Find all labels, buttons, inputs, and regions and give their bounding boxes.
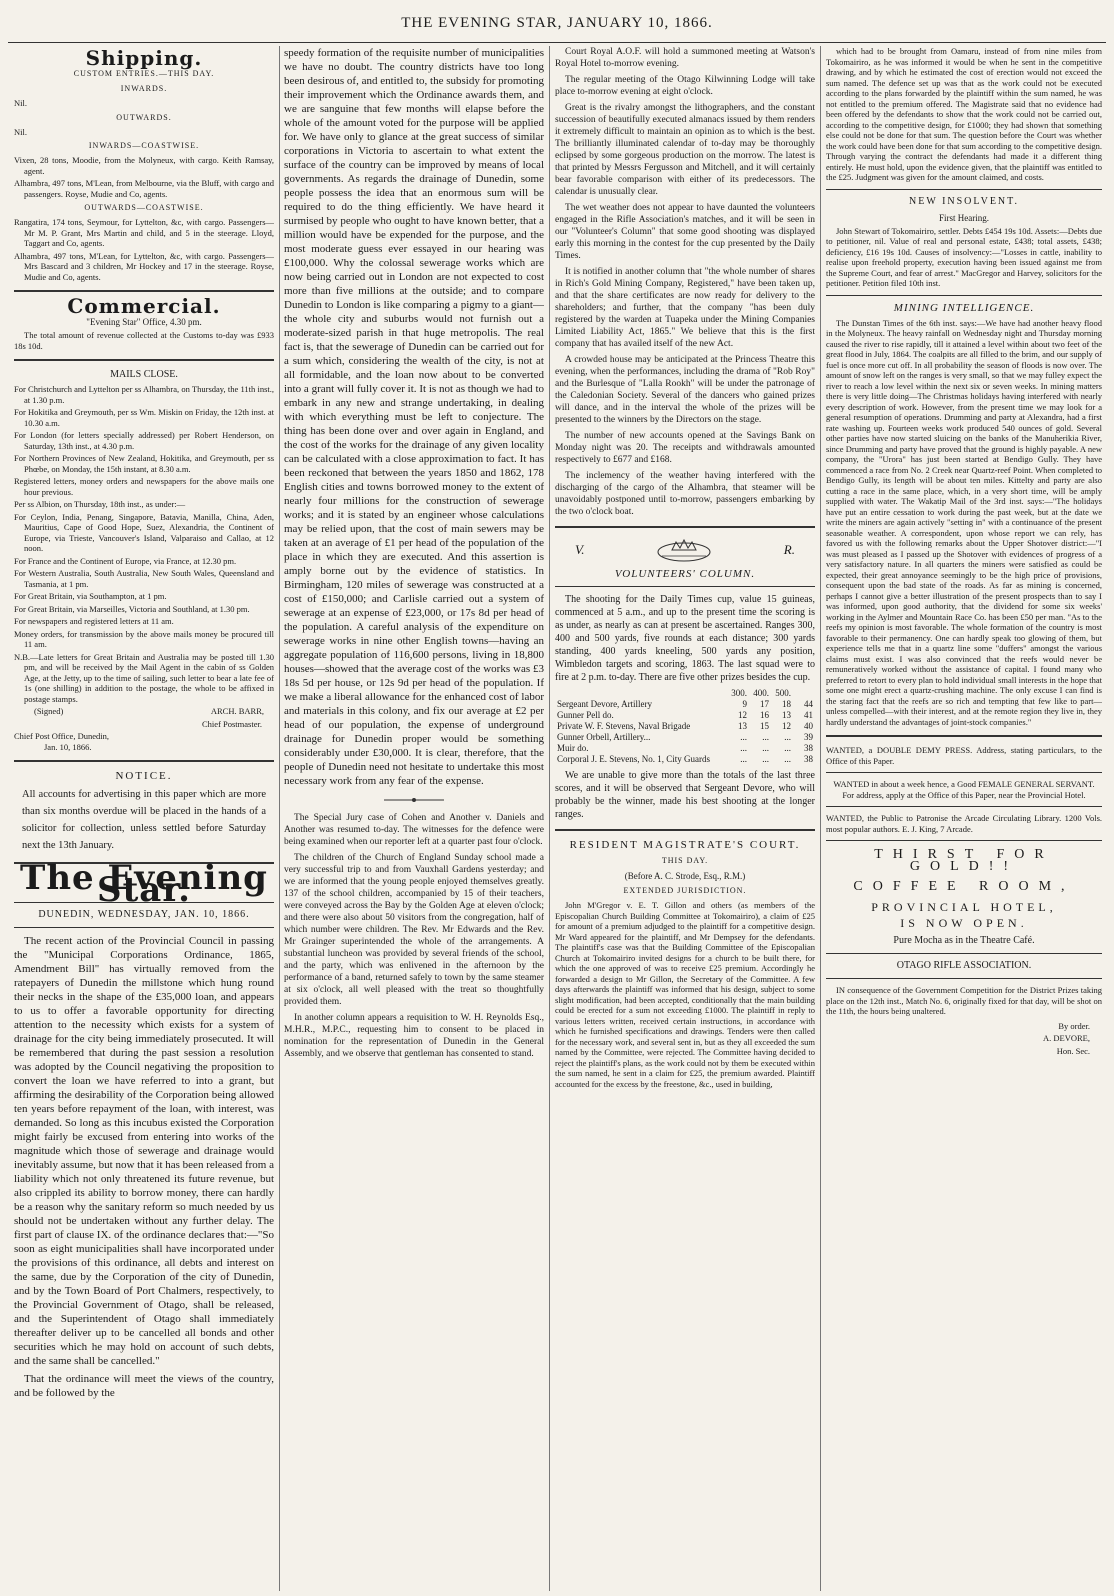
court-text: John M'Gregor v. E. T. Gillon and others (as members of the Episcopalian Church Building Committee at Tokomairiro), a claim of £25 for amount of a premium adjudged to the plaintiff for a competitive design. Mr Ward appeared for the plaintiff, and Mr Dempsey for the defendants. The plaintiff's case was that the Building Committee of the Episcopalian Church at Tokomairiro invited designs for a church to be built there, for which the one approved of was to receive £25 premium. Accordingly he forwarded a design to Mr Gillon, the Secretary of the Committee. A few days afterwards the plaintiff was informed that his design, subject to some slight modification, had been accepted, conditionally that the main building could be erected for a sum not exceeding £1000. The plaintiff in reply to various letters written, received certain instructions, in accordance with which he furnished specifications and drawings. Tenders were then called for the necessary work, and several sent in, but as they all exceeded the sum named by the Committee, were rejected. The Committee having decided to reject the plaintiff's plans, as the work could not by them be executed within the sum named, he sent in a claim for £25, the premium awarded. Plaintiff accounted for the excess by the freestone, &c., used in building,: [555, 900, 815, 1089]
mining-title: MINING INTELLIGENCE.: [893, 301, 1035, 314]
outwards-heading: OUTWARDS.: [116, 112, 172, 122]
editorial-text-continued: That the ordinance will meet the views of the country, and be followed by the: [14, 1373, 274, 1399]
local-item: Great is the rivalry amongst the lithographers, and the constant succession of beautifully executed almanacs issued by them renders it extremely difficult to maintain an opinion as to which is the best. The brilliantly illuminated calendar of to-day may be thoroughly eclipsed by some gorgeous production on the morrow. The latest is that printed by Messrs Fergusson and Mitchell, and it will certainly bear favorable comparison with either of its predecessors. The calendar is unusually clear.: [555, 103, 815, 197]
mail-entry: Registered letters, money orders and newspapers for the above mails one hour previous.: [14, 476, 274, 497]
table-cell: 13: [782, 710, 791, 720]
masthead-rule: [8, 42, 1106, 43]
table-row: [555, 732, 815, 743]
shipping-entry: Alhambra, 497 tons, M'Lean, from Melbourne, via the Bluff, with cargo and passengers. Royse, Mudie and Co, agents.: [14, 178, 274, 199]
section-rule: [826, 295, 1102, 296]
ornament-icon: [384, 797, 444, 803]
table-cell: ...: [784, 743, 791, 753]
shipping-entry: Vixen, 28 tons, Moodie, from the Molyneux, with cargo. Keith Ramsay, agent.: [14, 155, 274, 176]
mail-entry: For Christchurch and Lyttelton per ss Alhambra, on Thursday, the 11th inst., at 1.30 p.m.: [14, 384, 274, 405]
rifle-signer: A. DEVORE,: [1043, 1033, 1090, 1043]
ad-thirst-title: THIRST FOR GOLD!!: [874, 847, 1054, 874]
commercial-title: Commercial.: [67, 294, 221, 318]
mail-entry: For Northern Provinces of New Zealand, Hokitika, and Greymouth, per ss Phœbe, on Monday, the 15th instant, at 8.30 a.m.: [14, 453, 274, 474]
table-cell: 39: [804, 732, 813, 742]
local-item: The wet weather does not appear to have daunted the volunteers engaged in the Rifle Association's matches, and it will be seen in our "Volunteer's Column" that some good shooting was displayed early this morning in the contest for the cup presented by the Daily Times.: [555, 203, 815, 261]
mail-entry: For France and the Continent of Europe, via France, at 12.30 pm.: [14, 555, 237, 566]
outwards-nil: Nil.: [14, 126, 27, 137]
shipping-entry: Alhambra, 497 tons, M'Lean, for Lyttelton, &c, with cargo. Passengers—Mrs Bascard and 3 children, Mr Hockey and 17 in the steerage. Royse, Mudie and Co, agents.: [14, 250, 274, 282]
local-item: Court Royal A.O.F. will hold a summoned meeting at Watson's Royal Hotel to-morrow evening.: [555, 47, 815, 69]
section-rule: [826, 978, 1102, 979]
insolvent-sub: First Hearing.: [939, 212, 989, 223]
dateline: DUNEDIN, WEDNESDAY, JAN. 10, 1866.: [38, 909, 250, 920]
local-item: The inclemency of the weather having interfered with the discharging of the cargo of the Alhambra, that steamer will be unavoidably postponed until to-morrow, passengers embarking by the two o'clock boat.: [555, 471, 815, 517]
commercial-section: [14, 294, 274, 351]
masthead: THE EVENING STAR, JANUARY 10, 1866.: [401, 15, 713, 31]
table-header: [793, 688, 815, 699]
court-title: RESIDENT MAGISTRATE'S COURT.: [569, 839, 801, 851]
local-item: In another column appears a requisition to W. H. Reynolds Esq., M.H.R., M.P.C., requesting him to consent to be placed in nomination for the representation of Dunedin in the General Assembly, and we observe that gentleman has consented to stand.: [284, 1013, 544, 1059]
table-header: 300.: [731, 688, 747, 698]
rifle-by-order: By order.: [1058, 1020, 1090, 1031]
column-4: [826, 46, 1102, 1591]
ad-mocha: Pure Mocha as in the Theatre Café.: [893, 935, 1035, 946]
editorial-text: The recent action of the Provincial Council in passing the "Municipal Corporations Ordinance, 1865, Amendment Bill" has virtually removed from the ratepayers of Dunedin the millstone which hung round their necks in the shape of the £35,000 loan, and appears to us to offer a favorable opportunity for directing attention to the necessity which exists for a system of drainage for the city being immediately prosecuted. It will be remembered that during the past session a resolution was adopted by the Council negativing the proposition to convert the loan we have referred to into a grant, but affirming the desirability of the Corporation being allowed ten years before repayment of the loan, with interest, was demanded. So long as this incubus existed the Corporation might fairly be excused from entering into works of the magnitude which those of sewerage and drainage would inevitably assume, but now that it has been released from a liability which not only threatened its future revenue, but also crippled its ability to borrow money, there can hardly be a reason why the sanitary reform so much needed by us should not be undertaken without any further delay. The first part of clause IX. of the ordinance declares that:—"So soon as eight municipalities shall have incorporated under the provisions of this ordinance, all debts and interest on the same, due by the Corporation of the city of Dunedin, and by the Town Board of Port Chalmers, respectively, to the Provincial Government of Otago, shall be released, and the Superintendent of Otago shall immediately thereafter deliver up to be cancelled all bonds and other securities which he may hold on account of such debts, and the same shall be cancelled.": [14, 935, 274, 1367]
local-item: The regular meeting of the Otago Kilwinning Lodge will take place to-morrow evening at eight o'clock.: [555, 75, 815, 97]
table-cell: Gunner Orbell, Artillery...: [557, 732, 651, 742]
local-item: The children of the Church of England Sunday school made a very successful trip to and from Vauxhall Gardens yesterday; and we are informed that the young people enjoyed themselves greatly. 137 of the school children, accompanied by 15 of their teachers, were conveyed across the Bay by the Golden Age at eleven o'clock; and there were also about 50 visitors from the congregation, half of which number were children. The Rev. Mr Edwards and the Rev. Mr Grainger superintended the whole of the arrangements. A substantial luncheon was provided by several friends of the school, and the party, which was enlivened in the afternoon by the performance of a band, returned safely to town by the same steamer at six o'clock, all well pleased with the treat so thoughtfully provided them.: [284, 853, 544, 1007]
court-before: (Before A. C. Strode, Esq., R.M.): [624, 871, 746, 881]
table-cell: 38: [804, 743, 813, 753]
mail-entry: For Great Britain, via Southampton, at 1 pm.: [14, 591, 167, 601]
table-header-row: [555, 688, 815, 699]
mail-entry: For London (for letters specially addressed) per Robert Henderson, on Saturday, 13th inst., at 4.30 p.m.: [14, 430, 274, 451]
advertisements: [826, 745, 1102, 1056]
table-cell: 40: [804, 721, 813, 731]
outwards-coastwise-heading: OUTWARDS—COASTWISE.: [84, 203, 204, 212]
mail-entry: For Western Australia, South Australia, New South Wales, Queensland and Tasmania, at 1 pm.: [14, 568, 274, 589]
table-cell: ...: [740, 754, 747, 764]
ad-wanted-library: WANTED, the Public to Patronise the Arcade Circulating Library. 1200 Vols. most popular authors. E. J. King, 7 Arcade.: [826, 813, 1102, 834]
scores-table: [555, 688, 815, 765]
shipping-section: [14, 46, 274, 282]
insolvent-title: NEW INSOLVENT.: [908, 195, 1020, 207]
commercial-text: The total amount of revenue collected at the Customs to-day was £933 18s 10d.: [14, 330, 274, 351]
notice-title: NOTICE.: [115, 770, 173, 782]
table-header: 500.: [775, 688, 791, 698]
inwards-heading: INWARDS.: [120, 84, 168, 93]
section-rule: [555, 526, 815, 528]
mail-entry: For newspapers and registered letters at 11 am.: [14, 616, 174, 626]
volunteers-outro: We are unable to give more than the totals of the last three scores, and it will be observed that Sergeant Devore, who will probably be the winner, made his best shooting at the longer ranges.: [555, 770, 815, 820]
vr-crest-row: [575, 536, 795, 564]
table-row: [555, 699, 815, 710]
insolvent-section: [826, 196, 1102, 289]
table-header: 400.: [753, 688, 769, 698]
ad-wanted-press: WANTED, a DOUBLE DEMY PRESS. Address, stating particulars, to the Office of this Paper.: [826, 745, 1102, 766]
editorial-text: speedy formation of the requisite number of municipalities we have no doubt. The country districts have too long been desirous of, and entitled to, the subsidy for promoting their improvement which the Ordinance awards them, and we are sanguine that few months will elapse before the whole of the amount voted for the purpose will be applied for. We have only to glance at the great success of similar corporations in Victoria to ascertain to what extent the surface of the country can be improved by means of local governments. As regards the drainage of Dunedin, some people possess the idea that an enormous sum will be required to do the thing efficiently. We have heard it surmised by people who ought to have known better, that a million would have be expended for the purpose, and the most moderate guess ever essayed in our hearing was £100,000. Why the colossal sewerage works which are now being carried out in London are not expected to cost more than five millions at the outside; and to compare Dunedin to London is like comparing a pigmy to a giant—the whole city and suburbs would not furnish out a moderate-sized parish in that huge metropolis. The real fact is, that the sewerage of Dunedin can be carried out for a sum which, considering the wealth of the city, is not at all formidable, and the loan now about to be converted into a grant will fully cover it. It is not as though we had to embark in any new and strange undertaking, in dealing with which everything must be left to conjecture. The thing has been done over and over again in England, and the cost of the works for the drainage of any given locality can be calculated with a close approximation to fact. It has been reckoned that between the years 1850 and 1862, 178 English cities and towns borrowed money to the extent of nearly four millions for the construction of sewerage works; and it is stated by an engineer whose calculations may be relied upon, that the cost of main sewers may be taken at an average of £1 per head of the population of the place in which they are executed. And this assertion is amply borne out by the evidence of statistics. In Birmingham, 120 miles of sewerage was constructed at a cost of £150,000; and Carlisle carried out a system of sewerage at an expense of £23,000, or 17s 8d per head of the population. A careful analysis of the expenditure on sewerage works in nine other English towns—having an aggregate population of 116,600 persons, living in 18,800 houses—showed that the average cost of the works was £3 18s 5d per house, or 12s 9d per head of the population. If we make a liberal allowance for the enhanced cost of labor and materials in this colony, and fix our average at £2 per head of our population, the expense of underground drainage for Dunedin proper would be something considerably under £30,000. It is clear, therefore, that the people of Dunedin need not hesitate to undertake this most necessary work from any fear of the expense.: [284, 47, 544, 787]
notice-text: All accounts for advertising in this paper which are more than six months overdue will be placed in the hands of a solicitor for collection, unless settled before Saturday next the 13th January.: [22, 789, 266, 851]
table-row: [555, 710, 815, 721]
mail-entry: Money orders, for transmission by the above mails money be procured till 11 am.: [14, 628, 274, 649]
mail-entry: Per ss Albion, on Thursday, 18th inst., as under:—: [14, 499, 186, 509]
rifle-title: OTAGO RIFLE ASSOCIATION.: [896, 960, 1032, 971]
signer-name: ARCH. BARR,: [210, 706, 264, 716]
post-office: Chief Post Office, Dunedin,: [14, 731, 109, 741]
signer-title: Chief Postmaster.: [202, 718, 262, 729]
mails-title: MAILS CLOSE.: [110, 369, 178, 380]
court-text-continued: which had to be brought from Oamaru, instead of from nine miles from Tokomairiro, as he was informed it would be when he sent in the competitive drawing, and by which he estimated the cost of erection would not exceed the sum named. The defence set up was that as the work could not be executed according to the plans forwarded by the plaintiff within the sum named, he was not entitled to the premium offered. The Magistrate said that no evidence had been offered by the defendants to show that the work could not be carried out, according to the competitive design, for £1000; they had shown that something else could not be done for that sum. The question before the Court was whether the work could have been done for that sum according to the competitive design. Through varying the contract the defendants had made it a different thing entirely. He must hold, upon the evidence given, that the plaintiff was entitled to the £25. Judgment was given for the amount claimed, and costs.: [826, 46, 1102, 182]
table-cell: 9: [742, 699, 747, 709]
vr-r: R.: [783, 542, 795, 557]
section-rule: [826, 806, 1102, 807]
table-cell: ...: [784, 754, 791, 764]
mails-date: Jan. 10, 1866.: [44, 741, 92, 752]
table-row: [555, 754, 815, 765]
section-rule: [555, 829, 815, 831]
mail-entry: For Hokitika and Greymouth, per ss Wm. Miskin on Friday, the 12th inst. at 10.30 a.m.: [14, 407, 274, 428]
column-3: [555, 46, 815, 1591]
table-cell: 38: [804, 754, 813, 764]
rifle-signer-title: Hon. Sec.: [1056, 1045, 1090, 1056]
table-header: [555, 688, 727, 699]
paper-title: The Evening Star.: [20, 858, 268, 910]
section-rule: [826, 735, 1102, 737]
mining-text: The Dunstan Times of the 6th inst. says:—We have had another heavy flood in the Molyneux. The heavy rainfall on Wednesday night and Thursday morning caused the river to rise rapidly, till it attained a level within about two feet of the great flood in July, 1864. The coalpits are all filled to the brim, and our supply of fuel is once more cut off. In all probability the season of floods is now over. The amount of snow left on the ranges is very small, so that we may fulley expect the river to reach a low level within the next six or seven weeks. In mining matters there is very little doing—The Christmas holidays having interfered with nearly every description of work. However, from the present time we may look for a general resumption of operations. Drumming and party at Alexandra, had a first rate washing up. Fourteen weeks work produced 540 ounces of gold. Several other parties have now started sluicing on the banks of the Manuherikia River, since Drumming and party have proved that the ground is highly payable. A new company, the "Urora" has just been started at Bendigo Gully. They have commenced a race from No. 2 Creek near Quartz-reef Point. When completed to Bendigo Gully, its length will be about ten miles. Kittelty and party are also cutting a race in the same place, which, in a very short time, will be amply supplied with water. The Wakatip Mail of the 3rd inst. says:—"The holidays have put an entire cessation to work during the past week, but at the date we write the miners are again actively "setting in" with a continuance of the present seasonable weather. A correspondent, upon whose report we can rely, has favored us with the following remarks about the Upper Shotover district:—"I was must pleased as I passed up the Shotover with evidences of progress of a very satisfactory nature. In all quarters the miners were satisfied as could be expected, their great annoyance seemingly to be the high price of provisions, consequent upon the bad state of the roads. As far as mining is concerned, perhaps I cannot give a better illustration of the present prospects than to say I was informed, upon good authority, that the dividend for some six weeks' working in the Aylmer and Mountain Race Co. has been £50 per man. "As to the reefs my opinion is most favorable. The whole formation of the country is most favorable to their permanency. One can hardly speak too glowing of them, but experience tells me that in a quartz line some "duffers" amongst the various claims must exist. I was also convinced that the reefs would never be remuneratively worked without the assistance of capital. I found many who preferred to retort to every plan to hold individual small interests in the hope that some one might erect a quartz-crushing machine. The only excuse I can find is the staring fact that the reefs are so rich and tempting that few like to part—unless compelled—with their interest, and at the remote region they live in, they hardly understand the advantages of joint-stock companies.": [826, 317, 1102, 727]
local-item: The number of new accounts opened at the Savings Bank on Monday night was 20. The receipts and withdrawals amounted respectively to £677 and £168.: [555, 431, 815, 465]
table-cell: Private W. F. Stevens, Naval Brigade: [557, 721, 691, 731]
table-cell: 13: [738, 721, 747, 731]
table-cell: 17: [760, 699, 769, 709]
crown-crest-icon: [654, 536, 714, 564]
section-rule: [14, 290, 274, 292]
column-2: [284, 46, 544, 1591]
table-cell: Gunner Pell do.: [557, 710, 614, 720]
shipping-title: Shipping.: [85, 46, 203, 70]
insolvent-text: John Stewart of Tokomairiro, settler. Debts £454 19s 10d. Assets:—Debts due to petitioner, nil. Value of real and personal estate, £438; total assets, £438; deficiency, £16 19s 10d. Causes of insolvency:—"Losses in cattle, inability to realise upon freehold property, execution having been issued against me from the Supreme Court, and fear of arrest." MacGregor and Harvey, solicitors for the petitioner. Petition filed 10th inst.: [826, 225, 1102, 288]
table-cell: ...: [762, 732, 769, 742]
table-cell: ...: [740, 743, 747, 753]
inwards-coastwise-heading: INWARDS—COASTWISE.: [88, 141, 200, 150]
mail-entry: For Great Britain, via Marseilles, Victoria and Southland, at 1.30 pm.: [14, 603, 250, 614]
ad-provincial-hotel: PROVINCIAL HOTEL,: [871, 900, 1057, 914]
shipping-entry: Rangatira, 174 tons, Seymour, for Lyttelton, &c, with cargo. Passengers—Mr M. P. Grant, Mrs Martin and child, and 5 in the steerage. Lloyd, Taggart and Co, agents.: [14, 217, 274, 248]
column-rule-1: [279, 46, 280, 1591]
column-1: [14, 46, 274, 1591]
volunteers-intro: The shooting for the Daily Times cup, value 15 guineas, commenced at 5 a.m., and up to the present time the scoring is as under, as nearly as can at present be ascertained. Ranges 300, 400 and 500 yards, five rounds at each distance; 300 yards standing, 400 yards kneeling, 500 yards any position, Wimbledon targets and scoring, 1863. The last squad were to fire at 2 p.m. to-day. There are five other prizes besides the cup.: [555, 594, 815, 683]
ornament-rule: [284, 794, 544, 806]
commercial-office: "Evening Star" Office, 4.30 pm.: [86, 317, 202, 327]
rifle-text: IN consequence of the Government Competition for the District Prizes taking place on the 12th inst., Match No. 6, originally fixed for that day, will be shot on the 11th, the hours being unaltered.: [826, 985, 1102, 1016]
table-cell: Muir do.: [557, 743, 589, 753]
court-jurisdiction: EXTENDED JURISDICTION.: [623, 886, 747, 895]
table-row: [555, 743, 815, 754]
local-item: The Special Jury case of Cohen and Another v. Daniels and Another was resumed to-day. The witnesses for the defence were being examined when our reporter left at a quarter past four o'clock.: [284, 813, 544, 847]
court-section: [555, 839, 815, 1089]
section-rule: [826, 189, 1102, 190]
notice-section: [14, 770, 274, 854]
table-cell: Sergeant Devore, Artillery: [557, 699, 653, 709]
table-cell: ...: [762, 754, 769, 764]
section-rule: [14, 760, 274, 762]
table-cell: 12: [782, 721, 791, 731]
section-rule: [826, 953, 1102, 954]
volunteers-title: VOLUNTEERS' COLUMN.: [614, 568, 756, 580]
section-rule: [826, 772, 1102, 773]
mail-entry: N.B.—Late letters for Great Britain and Australia may be posted till 1.30 pm, and will be received by the Mail Agent in the cabin of ss Golden Age, at the Jetty, up to the time of sailing, such letter to bear a late fee of 1s (one shilling) in addition to the postage, the whole to be affixed in postage stamps.: [14, 651, 274, 704]
mails-section: [14, 369, 274, 752]
ad-wanted-servant-title: WANTED in about a week hence, a Good FEMALE GENERAL SERVANT.: [833, 779, 1095, 789]
editorial-section: [14, 858, 274, 1400]
volunteers-section: [555, 536, 815, 821]
table-cell: 16: [760, 710, 769, 720]
local-item: It is notified in another column that "the whole number of shares in Rich's Gold Mining Company, Registered," have been taken up, and that the share certificates are now ready for delivery to the shareholders; and further, that the company "has been duly registered by the warden at Tuapeka under the Mining Companies Limited Liability Act, 1865." We believe that this is the first company that has availed itself of the new Act.: [555, 267, 815, 349]
mining-section: [826, 302, 1102, 728]
column-rule-3: [820, 46, 821, 1591]
ad-coffee-room: COFFEE ROOM,: [853, 879, 1075, 894]
table-cell: ...: [762, 743, 769, 753]
signed-label: (Signed): [34, 706, 64, 716]
table-cell: 41: [804, 710, 813, 720]
table-cell: 44: [804, 699, 813, 709]
table-cell: ...: [784, 732, 791, 742]
table-cell: 18: [782, 699, 791, 709]
table-row: [555, 721, 815, 732]
table-cell: 15: [760, 721, 769, 731]
table-cell: ...: [740, 732, 747, 742]
section-rule: [14, 927, 274, 928]
inwards-nil: Nil.: [14, 98, 27, 108]
section-rule: [555, 586, 815, 587]
mails-signature: [34, 706, 264, 717]
section-rule: [14, 359, 274, 361]
customs-heading: CUSTOM ENTRIES.—THIS DAY.: [73, 69, 215, 78]
mail-entry: For Ceylon, India, Penang, Singapore, Batavia, Manilla, China, Aden, Mauritius, Cape of Good Hope, Suez, Alexandria, the Continent of Europe, via Trieste, Vancouver's Island, Valparaiso and Callao, at 12 noon.: [14, 511, 274, 553]
local-item: A crowded house may be anticipated at the Princess Theatre this evening, when the performances, including the drama of "Rob Roy" and the Burlesque of "Lalla Rookh" will be under the patronage of the Caledonian Society. Several of the dancers who gained prizes will dance, and in the interval the whole of the prizes will be presented to the winners by the Directors on the stage.: [555, 355, 815, 425]
table-cell: Corporal J. E. Stevens, No. 1, City Guards: [557, 754, 710, 764]
table-cell: 12: [738, 710, 747, 720]
column-rule-2: [549, 46, 550, 1591]
ad-wanted-servant-text: For address, apply at the Office of this Paper, near the Provincial Hotel.: [842, 789, 1086, 800]
court-sub: THIS DAY.: [661, 856, 709, 865]
section-rule: [826, 840, 1102, 841]
ad-now-open: IS NOW OPEN.: [900, 916, 1028, 930]
vr-v: V.: [575, 542, 585, 557]
